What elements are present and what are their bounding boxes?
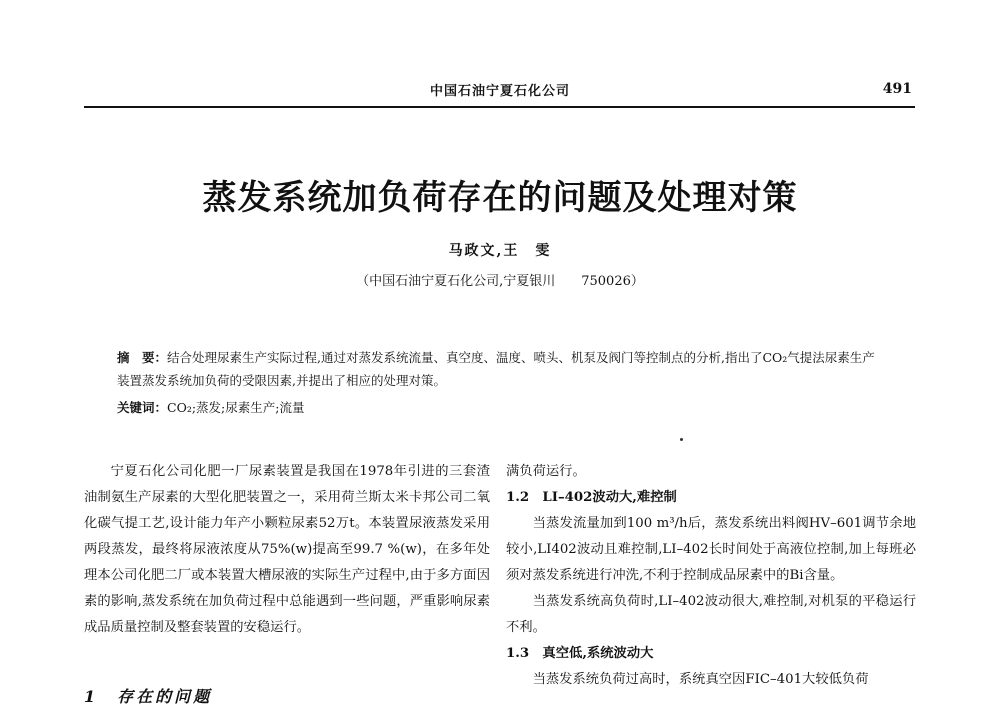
keywords-block bbox=[117, 398, 887, 416]
paragraph-1-2b: 当蒸发系统高负荷时,LI–402波动很大,难控制,对机泵的平稳运行不利。 bbox=[506, 594, 916, 635]
header-divider bbox=[84, 106, 915, 108]
intro-paragraph: 宁夏石化公司化肥一厂尿素装置是我国在1978年引进的三套渣油制氨生产尿素的大型化肥装置之一，采用荷兰斯太米卡邦公司二氧化碳气提工艺,设计能力年产小颗粒尿素52万t。本装置尿液蒸发采用两段蒸发，最终将尿液浓度从75%(w)提高至99.7 %(w)，在多年处理本公司化肥二厂或本装置大槽尿液的实际生产过程中,由于多方面因素的影响,蒸发系统在加负荷过程中总能遇到一些问题，严重影响尿素成品质量控制及整套装置的安稳运行。 bbox=[84, 464, 490, 635]
paper-authors: 马政文,王 雯 bbox=[448, 243, 552, 259]
keywords-text: CO₂;蒸发;尿素生产;流量 bbox=[167, 400, 305, 415]
paper-title: 蒸发系统加负荷存在的问题及处理对策 bbox=[202, 178, 798, 218]
right-column bbox=[506, 459, 916, 693]
continued-text: 满负荷运行。 bbox=[506, 464, 586, 479]
stray-dot bbox=[680, 438, 683, 441]
abstract-text: 结合处理尿素生产实际过程,通过对蒸发系统流量、真空度、温度、喷头、机泵及阀门等控制点的分析,指出了CO₂气提法尿素生产装置蒸发系统加负荷的受限因素,并提出了相应的处理对策。 bbox=[117, 350, 875, 388]
section-heading-1: 1 存在的问题 bbox=[84, 687, 213, 706]
abstract-block bbox=[117, 346, 887, 392]
paragraph-1-2a: 当蒸发流量加到100 m³/h后，蒸发系统出料阀HV–601调节余地较小,LI402波动且难控制,LI–402长时间处于高液位控制,加上每班必须对蒸发系统进行冲洗,不利于控制成品尿素中的Bi含量。 bbox=[506, 516, 916, 583]
subsection-heading-1-2: 1.2 LI–402波动大,难控制 bbox=[506, 490, 677, 505]
paragraph-1-3: 当蒸发系统负荷过高时，系统真空因FIC–401大较低负荷 bbox=[532, 672, 869, 687]
left-column bbox=[84, 459, 490, 641]
keywords-label: 关键词： bbox=[117, 400, 168, 415]
running-header-journal: 中国石油宁夏石化公司 bbox=[429, 84, 570, 99]
subsection-heading-1-3: 1.3 真空低,系统波动大 bbox=[506, 646, 654, 661]
abstract-label: 摘 要： bbox=[117, 350, 168, 365]
page-number: 491 bbox=[882, 81, 912, 97]
paper-affiliation: （中国石油宁夏石化公司,宁夏银川 750026） bbox=[356, 274, 644, 289]
